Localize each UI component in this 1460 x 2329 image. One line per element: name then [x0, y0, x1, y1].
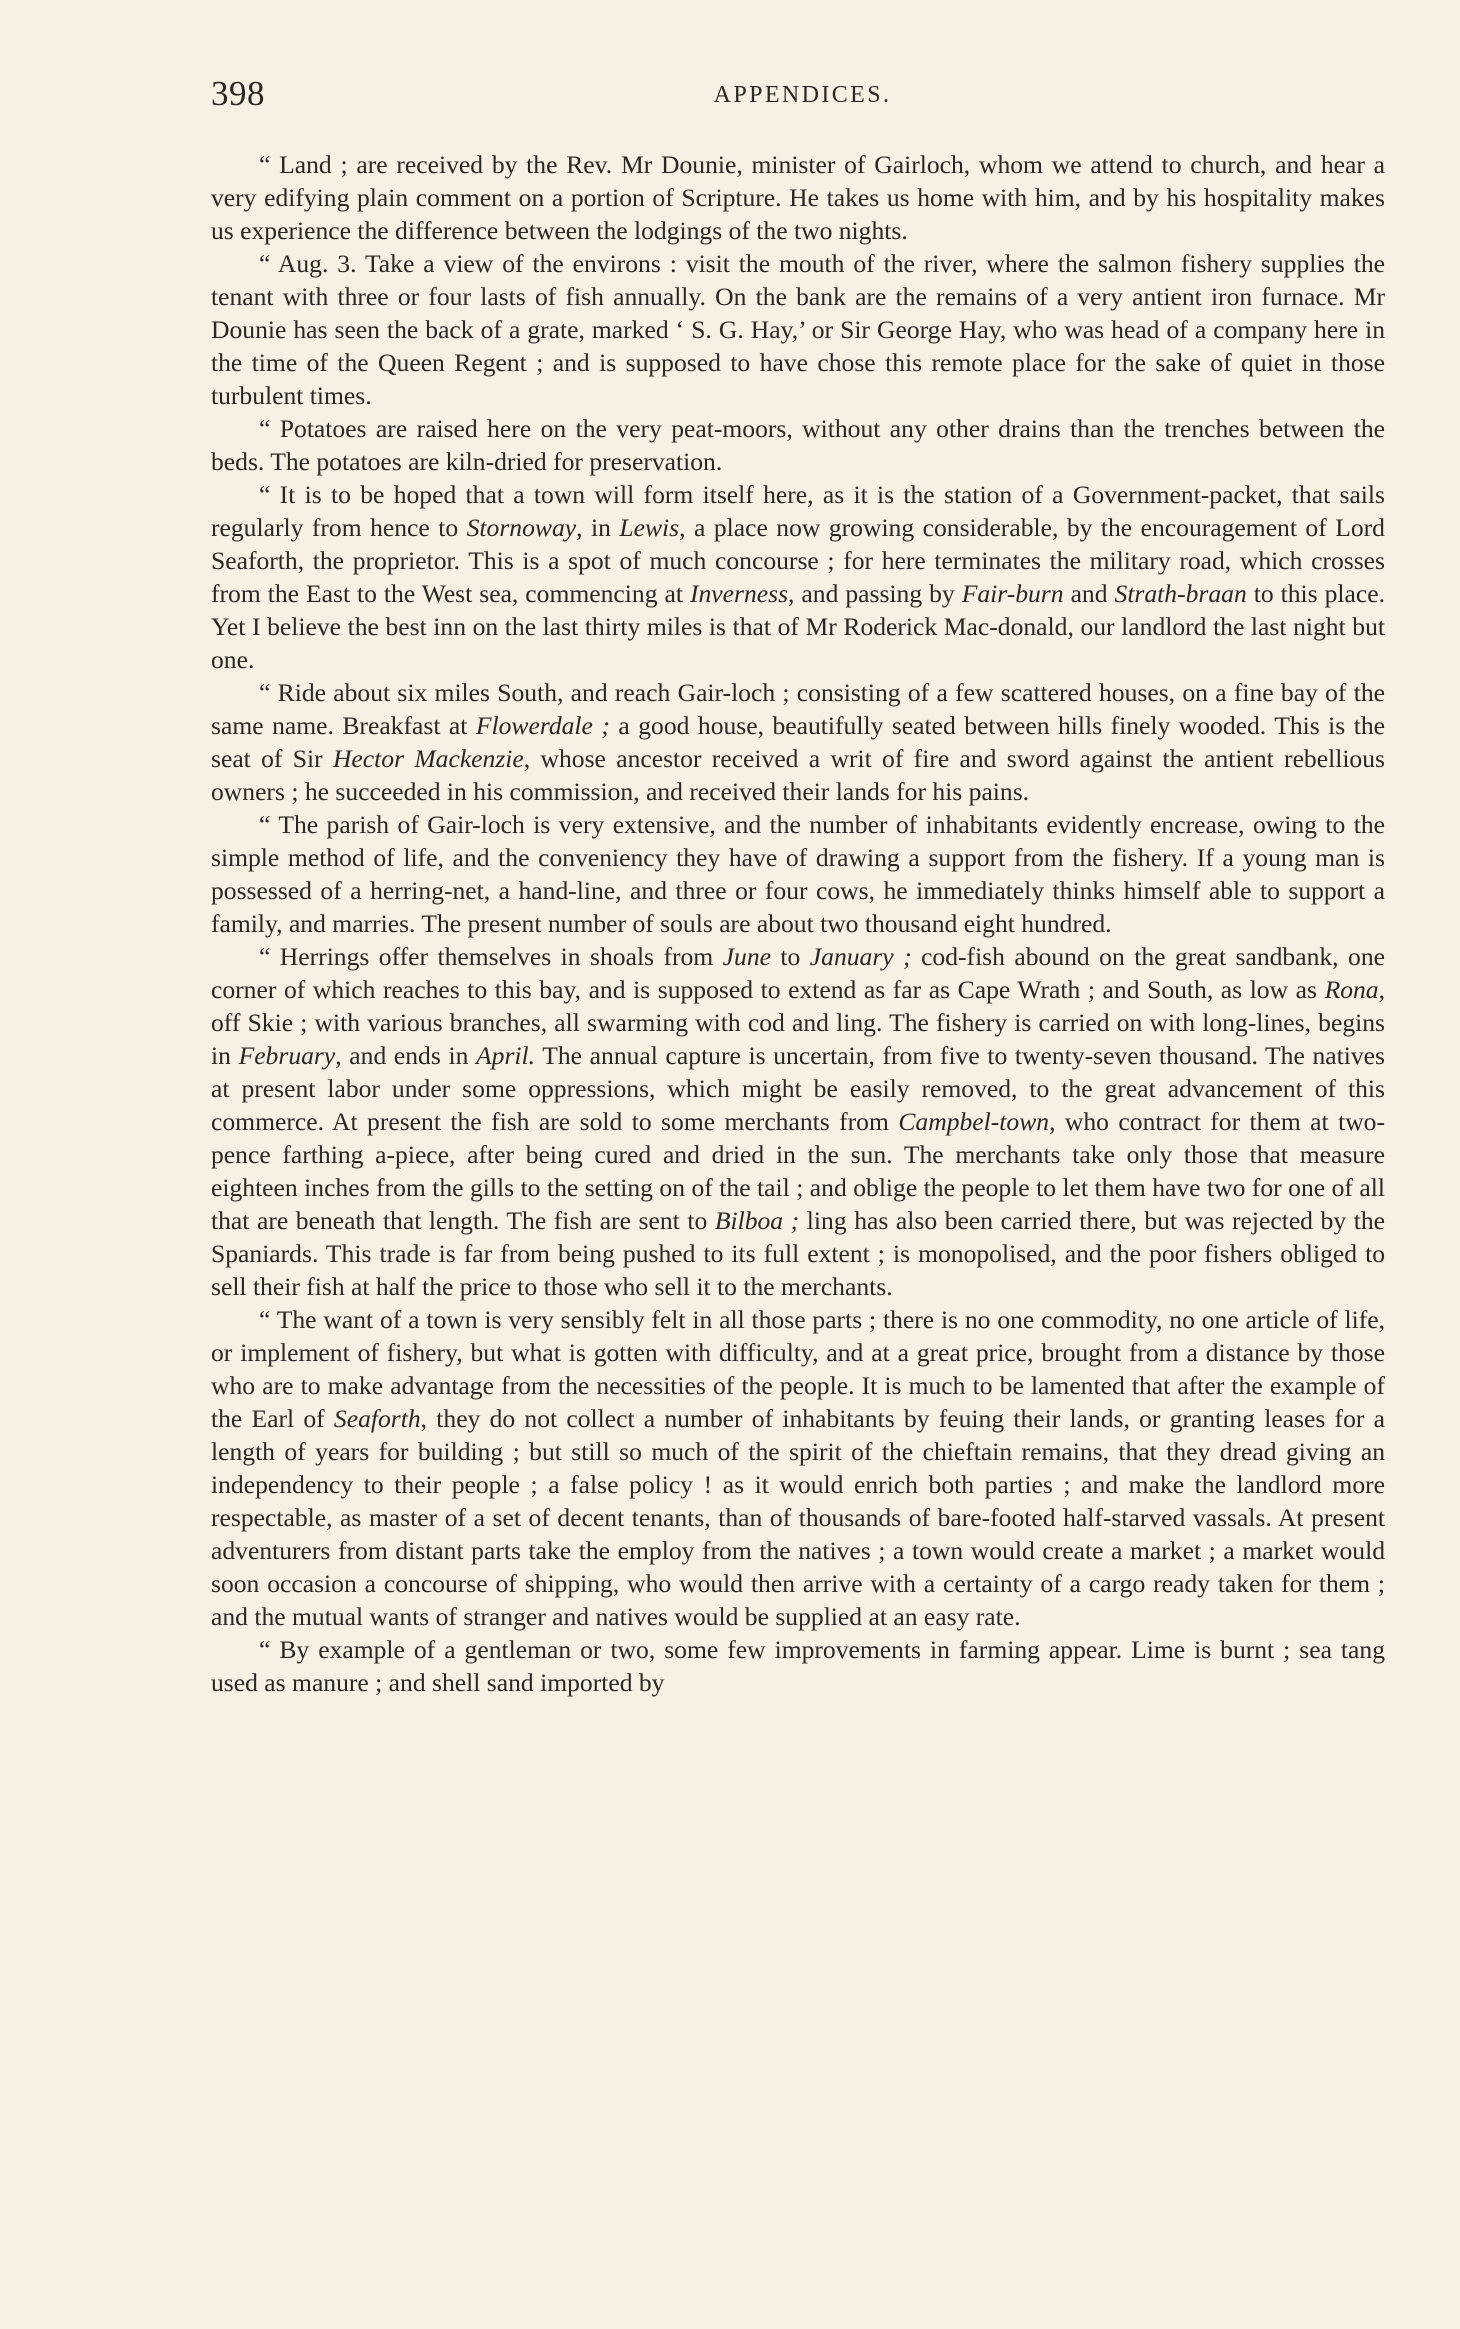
running-head	[211, 74, 1394, 124]
italic-text: Seaforth	[333, 1404, 421, 1433]
paragraph	[211, 478, 1385, 676]
italic-text: April.	[476, 1041, 536, 1070]
paragraph-text: The annual capture is uncertain, from five to twenty-seven thousand. The natives at present labor under some oppressions, which might be easily removed, to the great advancement of this commerce. At present the fish are sold to some merchants from	[211, 1041, 1385, 1136]
paragraph-text: , whose ancestor received a writ of fire and sword against the antient rebellious owners ; he succeeded in his commission, and received their lands for his pains.	[211, 744, 1385, 806]
italic-text: Stornoway	[466, 513, 577, 542]
italic-text: January ;	[809, 942, 912, 971]
paragraph-text: , in	[576, 513, 620, 542]
paragraph-text: “ By example of a gentleman or two, some few improvements in farming appear. Lime is burnt ; sea tang used as manure ; and shell sand imported by	[211, 1635, 1385, 1697]
italic-text: Strath-braan	[1114, 579, 1247, 608]
italic-text: June	[722, 942, 771, 971]
paragraph-text: a good house, beautifully seated between hills finely wooded. This is the seat of Sir	[211, 711, 1385, 773]
page-number: 398	[211, 74, 265, 113]
paragraph-text: “ Ride about six miles South, and reach Gair-loch ; consisting of a few scattered houses, on a fine bay of the same name. Breakfast at	[211, 678, 1385, 740]
paragraph-text: “ The want of a town is very sensibly felt in all those parts ; there is no one commodity, no one article of life, or implement of fishery, but what is gotten with difficulty, and at a great price, brought from a distance by those who are to make advantage from the necessities of the people. It is much to be lamented that after the example of the Earl of	[211, 1305, 1385, 1433]
paragraph-text: and	[1063, 579, 1115, 608]
paragraph-text: to this place. Yet I believe the best inn on the last thirty miles is that of Mr Roderick Mac-donald, our landlord the last night but one.	[211, 579, 1385, 674]
paragraph-text: , who contract for them at two-pence farthing a-piece, after being cured and dried in the sun. The merchants take only those that measure eighteen inches from the gills to the setting on of the tail ; and oblige the people to let them have two for one of all that are beneath that length. The fish are sent to	[211, 1107, 1386, 1235]
italic-text: Flowerdale ;	[475, 711, 610, 740]
italic-text: Fair-burn	[961, 579, 1064, 608]
paragraph-text: “ Aug. 3. Take a view of the environs : visit the mouth of the river, where the salmon fishery supplies the tenant with three or four lasts of fish annually. On the bank are the remains of a very antient iron furnace. Mr Dounie has seen the back of a grate, marked ‘ S. G. Hay,’ or Sir George Hay, who was head of a company here in the time of the Queen Regent ; and is supposed to have chose this remote place for the sake of quiet in those turbulent times.	[211, 249, 1385, 410]
paragraph	[211, 247, 1385, 412]
paragraph-text: , off Skie ; with various branches, all swarming with cod and ling. The fishery is carried on with long-lines, begins in	[211, 975, 1385, 1070]
italic-text: Inverness	[689, 579, 789, 608]
paragraph-text: “ The parish of Gair-loch is very extensive, and the number of inhabitants evidently encrease, owing to the simple method of life, and the conveniency they have of drawing a support from the fishery. If a young man is possessed of a herring-net, a hand-line, and three or four cows, he immediately thinks himself able to support a family, and marries. The present number of souls are about two thousand eight hundred.	[211, 810, 1385, 938]
running-head-title: APPENDICES.	[713, 82, 892, 108]
body-text	[211, 148, 1385, 1699]
paragraph	[211, 148, 1385, 247]
paragraph	[211, 1303, 1385, 1633]
paragraph-text: “ Herrings offer themselves in shoals from	[259, 942, 723, 971]
paragraph	[211, 1633, 1385, 1699]
paragraph-text: “ Land ; are received by the Rev. Mr Dounie, minister of Gairloch, whom we attend to church, and hear a very edifying plain comment on a portion of Scripture. He takes us home with him, and by his hospitality makes us experience the difference between the lodgings of the two nights.	[211, 150, 1385, 245]
italic-text: Campbel-town	[898, 1107, 1050, 1136]
paragraph-text: , and passing by	[788, 579, 962, 608]
paragraph	[211, 940, 1385, 1303]
italic-text: Hector Mackenzie	[332, 744, 524, 773]
paragraph-text: cod-fish abound on the great sandbank, one corner of which reaches to this bay, and is supposed to extend as far as Cape Wrath ; and South, as low as	[211, 942, 1385, 1004]
italic-text: Lewis	[619, 513, 680, 542]
paragraph	[211, 412, 1385, 478]
paragraph-text: , and ends in	[335, 1041, 477, 1070]
italic-text: Bilboa ;	[714, 1206, 800, 1235]
italic-text: February	[238, 1041, 336, 1070]
paragraph-text: “ It is to be hoped that a town will form itself here, as it is the station of a Government-packet, that sails regularly from hence to	[211, 480, 1385, 542]
paragraph	[211, 676, 1385, 808]
italic-text: Rona	[1324, 975, 1379, 1004]
paragraph-text: “ Potatoes are raised here on the very peat-moors, without any other drains than the trenches between the beds. The potatoes are kiln-dried for preservation.	[211, 414, 1385, 476]
paragraph	[211, 808, 1385, 940]
paragraph-text: , they do not collect a number of inhabitants by feuing their lands, or granting leases for a length of years for building ; but still so much of the spirit of the chieftain remains, that they dread giving an independency to their people ; a false policy ! as it would enrich both parties ; and make the landlord more respectable, as master of a set of decent tenants, than of thousands of bare-footed half-starved vassals. At present adventurers from distant parts take the employ from the natives ; a town would create a market ; a market would soon occasion a concourse of shipping, who would then arrive with a certainty of a cargo ready taken for them ; and the mutual wants of stranger and natives would be supplied at an easy rate.	[211, 1404, 1385, 1631]
paragraph-text: to	[770, 942, 810, 971]
paragraph-text: , a place now growing considerable, by the encouragement of Lord Seaforth, the proprietor. This is a spot of much concourse ; for here terminates the military road, which crosses from the East to the West sea, commencing at	[211, 513, 1385, 608]
paragraph-text: ling has also been carried there, but was rejected by the Spaniards. This trade is far from being pushed to its full extent ; is monopolised, and the poor fishers obliged to sell their fish at half the price to those who sell it to the merchants.	[211, 1206, 1386, 1301]
